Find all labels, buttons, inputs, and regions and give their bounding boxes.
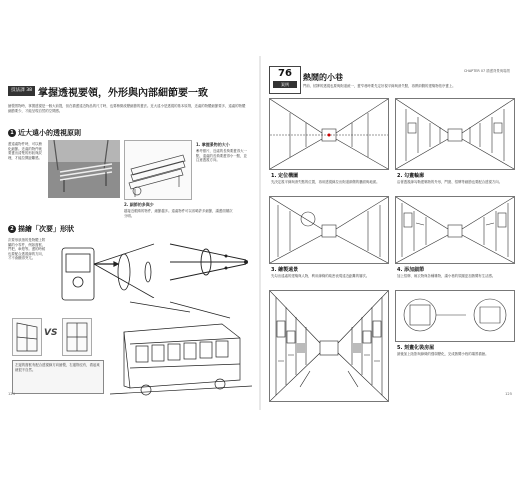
step4-title: 4. 添加細節 [397, 267, 425, 273]
caption2-text: 越接近眼睛的物件，細節越多。遠處物件可以省略許多細節，讓畫面層次分明。 [124, 209, 233, 218]
section1-number: 1 [8, 129, 16, 137]
section2-text: 次要形狀指的是物體上附屬的小零件，例如窗框、門把、車燈等。畫的時候也要配合透視線的方向，才不會顯得突兀。 [8, 238, 46, 261]
window-correct-art [13, 319, 41, 355]
alley-perspective-art-1 [270, 99, 388, 169]
section2-title: 描繪「次要」形狀 [18, 225, 74, 233]
step5-panel [269, 290, 389, 402]
detail-art [396, 291, 514, 341]
vs-label: VS [44, 328, 58, 338]
step1-panel [269, 98, 389, 170]
window-wrong-art [63, 319, 91, 355]
section1-text: 畫遠處物件時，可以簡化細節。近處的物件就要畫出清楚的形狀與紋理，才能拉開距離感。 [8, 142, 42, 160]
arrows-diagram-art [166, 234, 252, 290]
lesson-tag: 技法課 38 [8, 86, 35, 96]
step2-title: 2. 勾畫輪廓 [397, 173, 425, 179]
tram-sketch [110, 298, 252, 398]
left-page-title: 掌握透視要領，外形與內部細節要一致 [38, 88, 208, 99]
tram-sketch-art [110, 298, 252, 398]
step3-panel [269, 196, 389, 264]
case-label: 案例 [273, 81, 297, 88]
step5-text: 最後加上陰影與線條的強弱變化，完成熱鬧小巷的場景描繪。 [397, 352, 489, 356]
section1-title: 近大遠小的透視原則 [18, 129, 81, 137]
section2-heading [8, 224, 74, 234]
caption2-title: 2. 細節的多與少 [124, 202, 154, 207]
step2-panel [395, 98, 515, 170]
caption1-text: 參考照片，近處的長椅要畫得大一點，遠處的長椅要畫得小一點，並注意透視方向。 [196, 149, 247, 163]
left-page [0, 56, 259, 410]
step5-title: 5. 刻畫化裝房屋 [397, 345, 435, 351]
vs-caption: 左邊的窗框有配合透視線方向繪製，右邊則沒有，看起來就很不自然。 [15, 363, 100, 372]
step4-panel [395, 196, 515, 264]
case-number: 76 [278, 68, 292, 79]
bench-photo-art [48, 140, 120, 198]
alley-final-art-5 [270, 291, 388, 401]
step1-title: 1. 定位構圖 [271, 173, 299, 179]
section2-number: 2 [8, 225, 16, 233]
left-page-number: 124 [8, 392, 15, 396]
right-page [261, 56, 520, 410]
case-badge [269, 66, 301, 94]
window-compare-left [12, 318, 42, 356]
vs-caption-box [12, 360, 104, 394]
step1-text: 先決定視平線與消失點的位置，再用透視線拉出街道兩側的牆面與地面。 [271, 180, 380, 184]
step3-title: 3. 繪製遠景 [271, 267, 299, 273]
bench-sketch-art [125, 141, 191, 199]
caption1-title: 1. 掌握景物的大小 [196, 142, 230, 147]
right-page-number: 125 [505, 392, 512, 396]
step2-text: 沿著透視線勾勒建築物的外形，門窗、招牌等細節也要配合透視方向。 [397, 180, 503, 184]
bench-sketch [124, 140, 192, 200]
detail-panel [395, 290, 515, 342]
alley-details-art-4 [396, 197, 514, 263]
arrows-diagram [166, 234, 252, 290]
left-intro: 繪製景物時，掌握透視是一個大前提，但在描畫遠近物品的尺寸時，也要稍微改變細節的畫法。近大遠小是透視的基本原則，近處的物體細節要多，遠處的物體細節要少，才能呈現自然的空間感。 [8, 104, 246, 113]
section1-heading [8, 128, 81, 138]
bench-photo [48, 140, 120, 198]
chapter-header: CHAPTER 07 描畫背景與場景 [463, 69, 510, 73]
right-intro: 門前、招牌的透視也要與街道統一，畫窄巷時要先定好視平線與消失點，再將兩側的建築物依序畫上。 [303, 84, 456, 88]
step3-text: 先勾出遠處的建築與人物，利用線條的疏密表現遠近距離的層次。 [271, 274, 370, 278]
alley-outline-art-2 [396, 99, 514, 169]
alley-distant-art-3 [270, 197, 388, 263]
window-compare-right [62, 318, 92, 356]
step4-text: 加上招牌、晾衣物與各種雜物，讓小巷的氛圍更加熱鬧有生活感。 [397, 274, 496, 278]
right-page-title: 熱鬧的小巷 [303, 73, 343, 82]
